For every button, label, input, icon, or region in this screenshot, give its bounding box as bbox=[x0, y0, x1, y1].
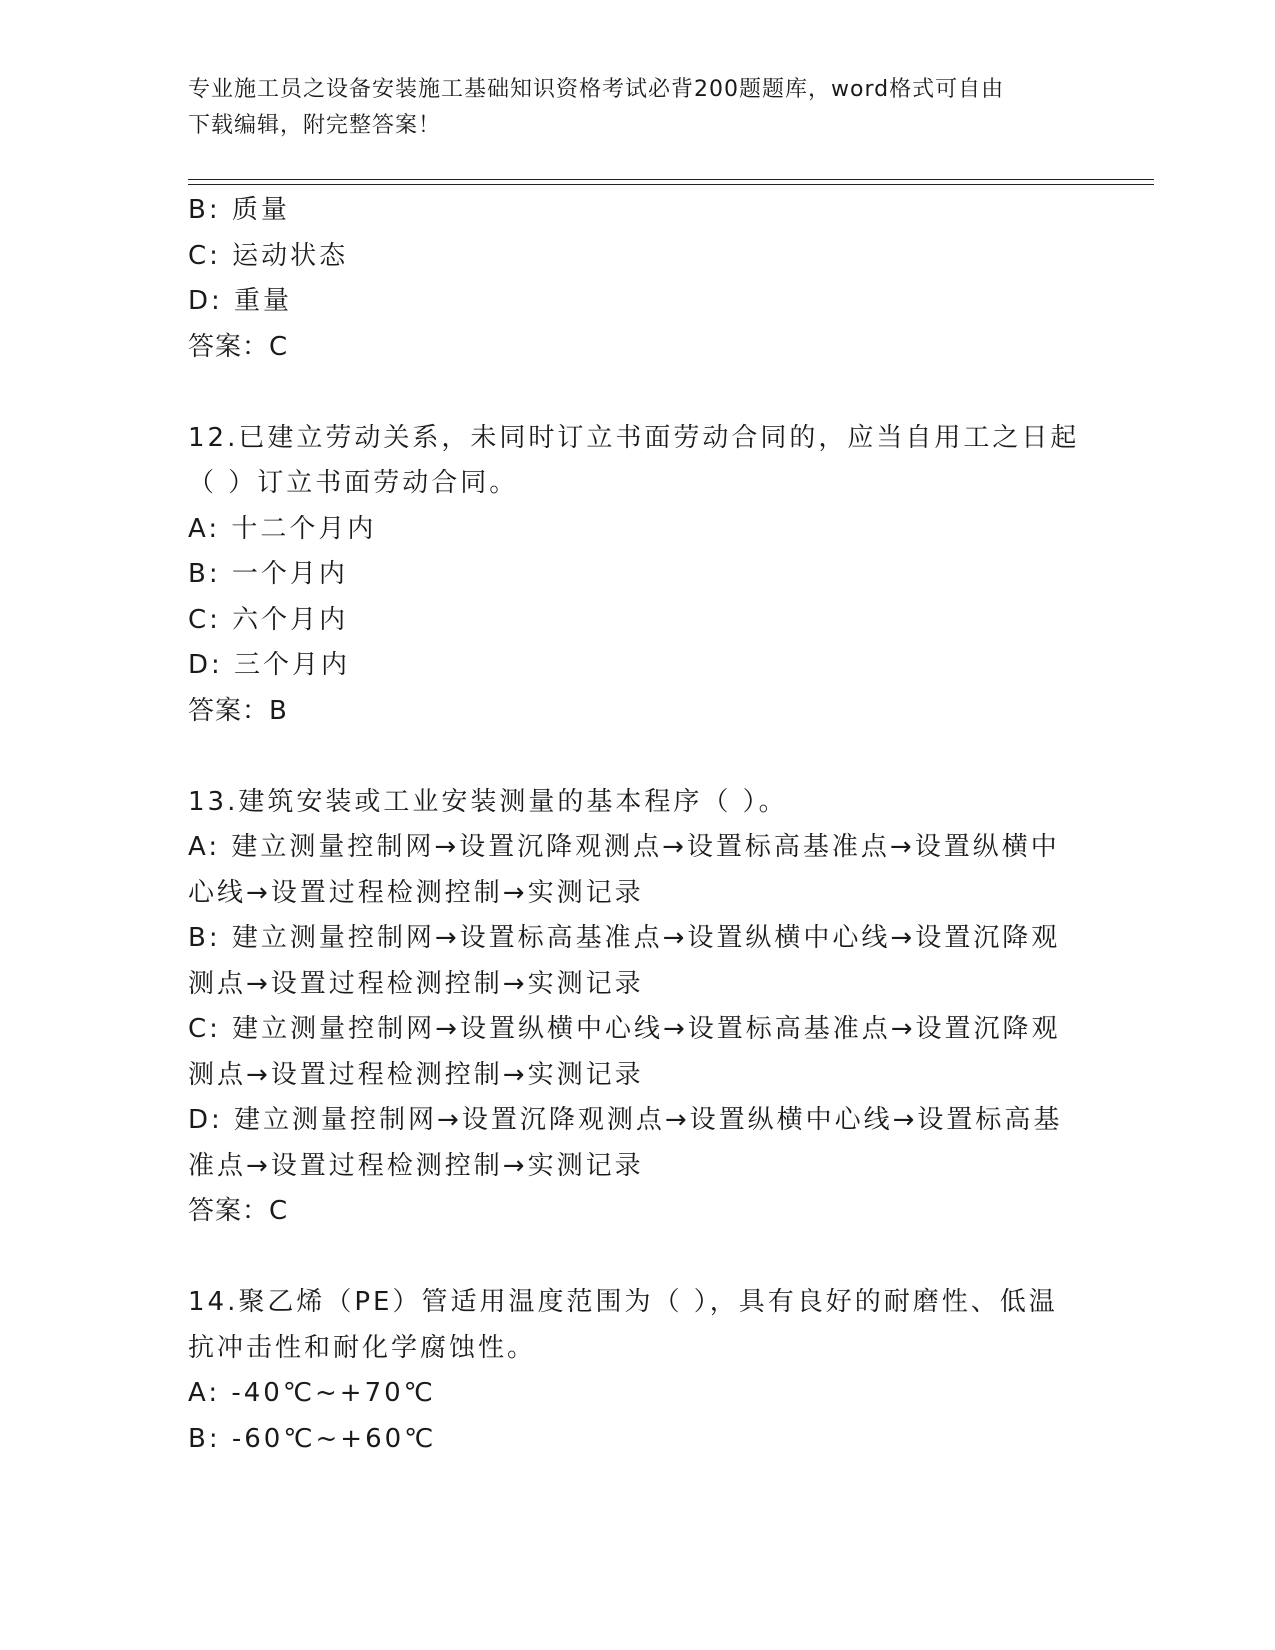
option-b: B: 一个月内 bbox=[188, 559, 348, 589]
option-b: B: -60℃~+60℃ bbox=[188, 1423, 437, 1454]
option-a: A: -40℃~+70℃ bbox=[188, 1378, 436, 1408]
question-stem-line: （ ）订立书面劳动合同。 bbox=[188, 468, 519, 498]
question-stem-line: 13.建筑安装或工业安装测量的基本程序（ ）。 bbox=[188, 786, 788, 817]
option-d: D: 建立测量控制网→设置沉降观测点→设置纵横中心线→设置标高基 bbox=[188, 1105, 1063, 1135]
option-b-continued: 测点→设置过程检测控制→实测记录 bbox=[188, 968, 644, 999]
question-stem-line: 12.已建立劳动关系，未同时订立书面劳动合同的，应当自用工之日起 bbox=[188, 422, 1080, 453]
option-c: C: 运动状态 bbox=[188, 240, 349, 271]
option-b: B: 质量 bbox=[188, 195, 290, 225]
header-rule-top bbox=[188, 179, 1154, 180]
option-c-continued: 测点→设置过程检测控制→实测记录 bbox=[188, 1059, 644, 1090]
spacer bbox=[188, 1235, 1088, 1281]
option-c: C: 建立测量控制网→设置纵横中心线→设置标高基准点→设置沉降观 bbox=[188, 1014, 1061, 1044]
question-14 bbox=[188, 1280, 1088, 1462]
document-header bbox=[188, 72, 1068, 144]
spacer bbox=[188, 370, 1088, 416]
option-a: A: 建立测量控制网→设置沉降观测点→设置标高基准点→设置纵横中 bbox=[188, 832, 1060, 862]
answer-line: 答案：C bbox=[188, 1196, 289, 1226]
answer-line: 答案：C bbox=[188, 331, 289, 362]
option-d: D: 三个月内 bbox=[188, 650, 351, 680]
header-line-2: 下载编辑，附完整答案！ bbox=[188, 113, 442, 138]
question-stem-line: 抗冲击性和耐化学腐蚀性。 bbox=[188, 1332, 537, 1363]
question-stem-line: 14.聚乙烯（PE）管适用温度范围为（ ），具有良好的耐磨性、低温 bbox=[188, 1287, 1058, 1317]
option-b: B: 建立测量控制网→设置标高基准点→设置纵横中心线→设置沉降观 bbox=[188, 923, 1061, 953]
question-13 bbox=[188, 780, 1088, 1235]
header-rule-bottom bbox=[188, 184, 1154, 185]
option-c: C: 六个月内 bbox=[188, 604, 349, 635]
question-12 bbox=[188, 416, 1088, 735]
option-a: A: 十二个月内 bbox=[188, 513, 377, 544]
option-a-continued: 心线→设置过程检测控制→实测记录 bbox=[188, 877, 644, 908]
header-line-1: 专业施工员之设备安装施工基础知识资格考试必背200题题库，word格式可自由 bbox=[188, 77, 1005, 102]
question-content bbox=[188, 188, 1088, 1462]
spacer bbox=[188, 734, 1088, 780]
answer-line: 答案：B bbox=[188, 695, 288, 726]
question-11-carryover bbox=[188, 188, 1088, 370]
option-d-continued: 准点→设置过程检测控制→实测记录 bbox=[188, 1150, 644, 1181]
option-d: D: 重量 bbox=[188, 286, 293, 316]
